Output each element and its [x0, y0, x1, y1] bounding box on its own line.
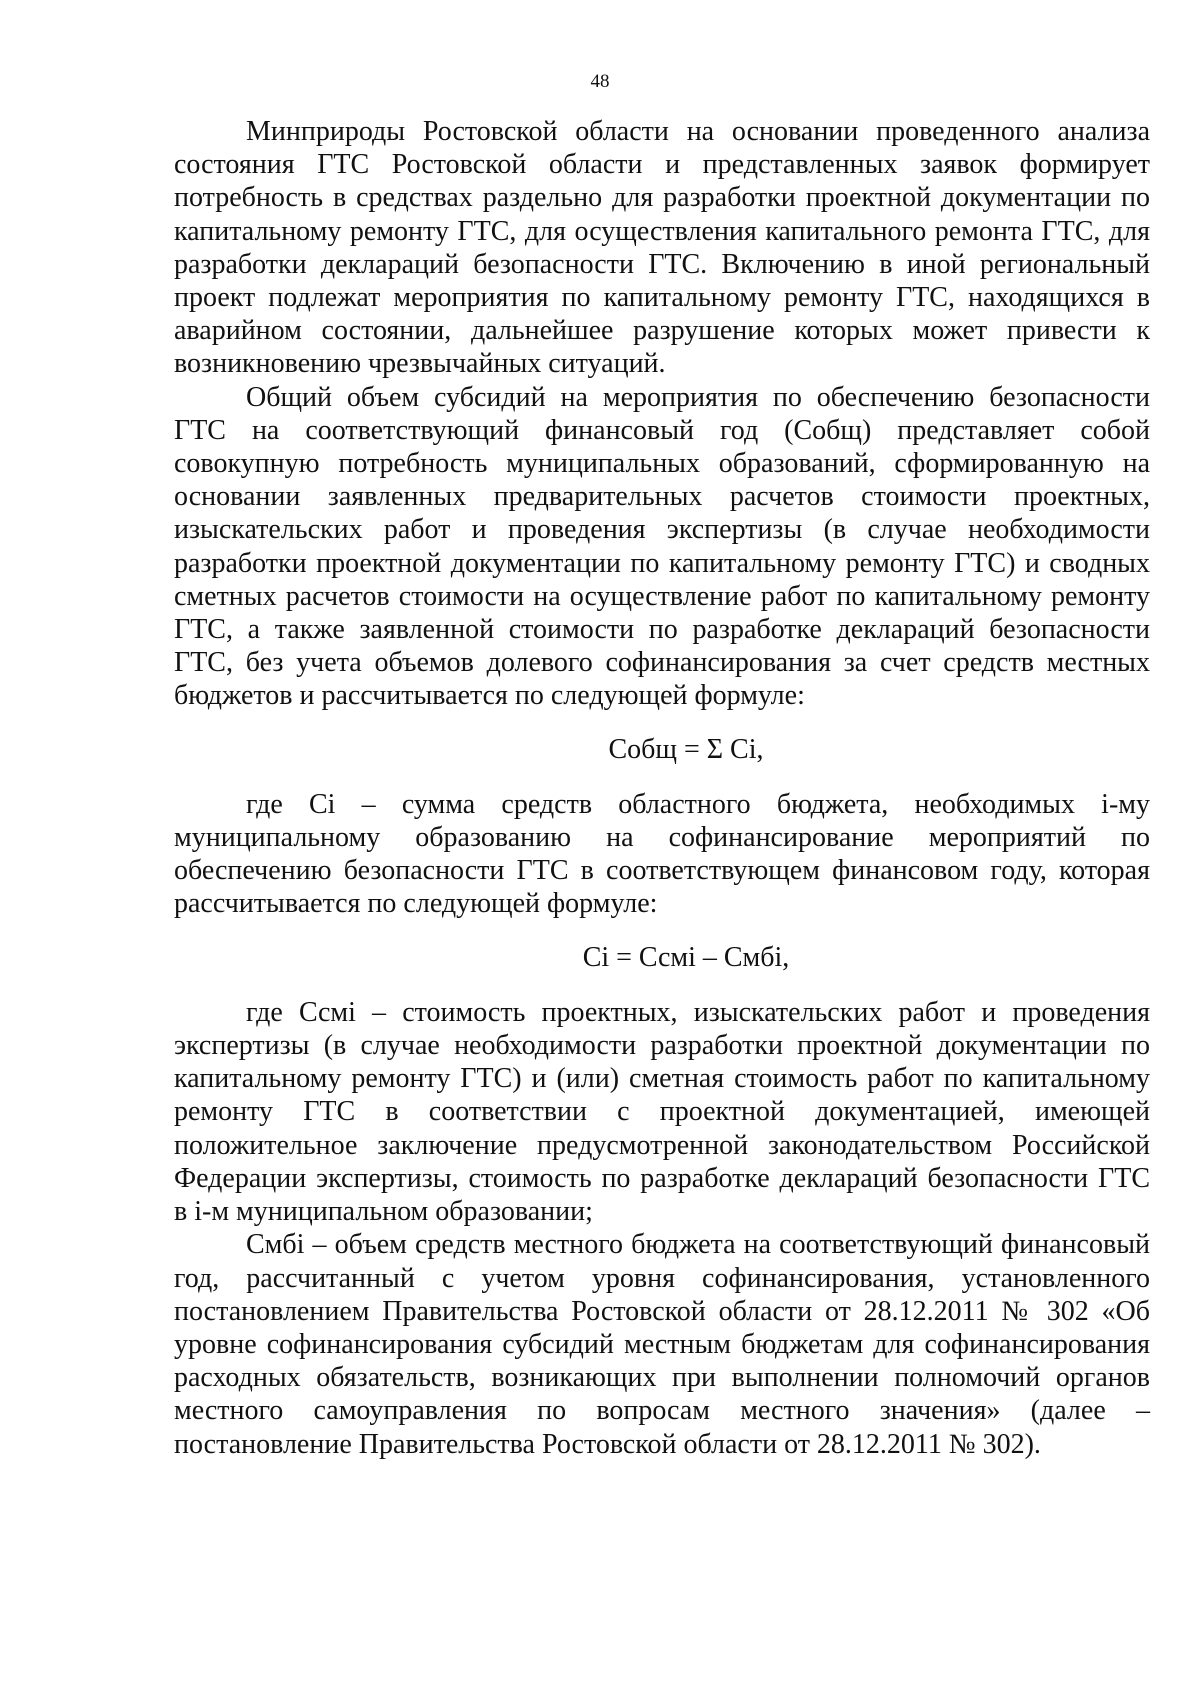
spacer: [174, 921, 1150, 941]
spacer: [174, 974, 1150, 996]
paragraph-cmbi-definition: Смбi – объем средств местного бюджета на соответствующий финансовый год, рассчитанный с учетом уровня софинансирования, установленного постановлением Правительства Ростовской области от 28.12.2011 № 302 «Об уровне софинансирования субсидий местным бюджетам для софинансирования расходных обязательств, возникающих при выполнении полномочий органов местного самоуправления по вопросам местного значения» (далее – постановление Правительства Ростовской области от 28.12.2011 № 302).: [174, 1229, 1150, 1460]
document-body: [174, 115, 1150, 1461]
spacer: [174, 713, 1150, 733]
spacer: [174, 766, 1150, 788]
formula-ci: Сi = Ссмi – Смбi,: [582, 941, 790, 973]
formula-total-subsidy: Собщ = Σ Сi,: [608, 733, 764, 765]
page-number: 48: [590, 71, 610, 92]
paragraph-minprirody: Минприроды Ростовской области на основании проведенного анализа состояния ГТС Ростовской области и представленных заявок формирует потребность в средствах раздельно для разработки проектной документации по капитальному ремонту ГТС, для осуществления капитального ремонта ГТС, для разработки деклараций безопасности ГТС. Включению в иной региональный проект подлежат мероприятия по капитальному ремонту ГТС, находящихся в аварийном состоянии, дальнейшее разрушение которых может привести к возникновению чрезвычайных ситуаций.: [174, 116, 1150, 380]
paragraph-ci-definition: где Сi – сумма средств областного бюджета, необходимых i-му муниципальному образованию на софинансирование мероприятий по обеспечению безопасности ГТС в соответствующем финансовом году, которая рассчитывается по следующей формуле:: [174, 788, 1150, 920]
paragraph-total-subsidy: Общий объем субсидий на мероприятия по обеспечению безопасности ГТС на соответствующий финансовый год (Собщ) представляет собой совокупную потребность муниципальных образований, сформированную на основании заявленных предварительных расчетов стоимости проектных, изыскательских работ и проведения экспертизы (в случае необходимости разработки проектной документации по капитальному ремонту ГТС) и сводных сметных расчетов стоимости на осуществление работ по капитальному ремонту ГТС, а также заявленной стоимости по разработке деклараций безопасности ГТС, без учета объемов долевого софинансирования за счет средств местных бюджетов и рассчитывается по следующей формуле:: [174, 381, 1150, 712]
paragraph-ccmi-definition: где Ссмi – стоимость проектных, изыскательских работ и проведения экспертизы (в случае необходимости разработки проектной документации по капитальному ремонту ГТС) и (или) сметная стоимость работ по капитальному ремонту ГТС в соответствии с проектной документацией, имеющей положительное заключение предусмотренной законодательством Российской Федерации экспертизы, стоимость по разработке деклараций безопасности ГТС в i-м муниципальном образовании;: [174, 996, 1150, 1228]
